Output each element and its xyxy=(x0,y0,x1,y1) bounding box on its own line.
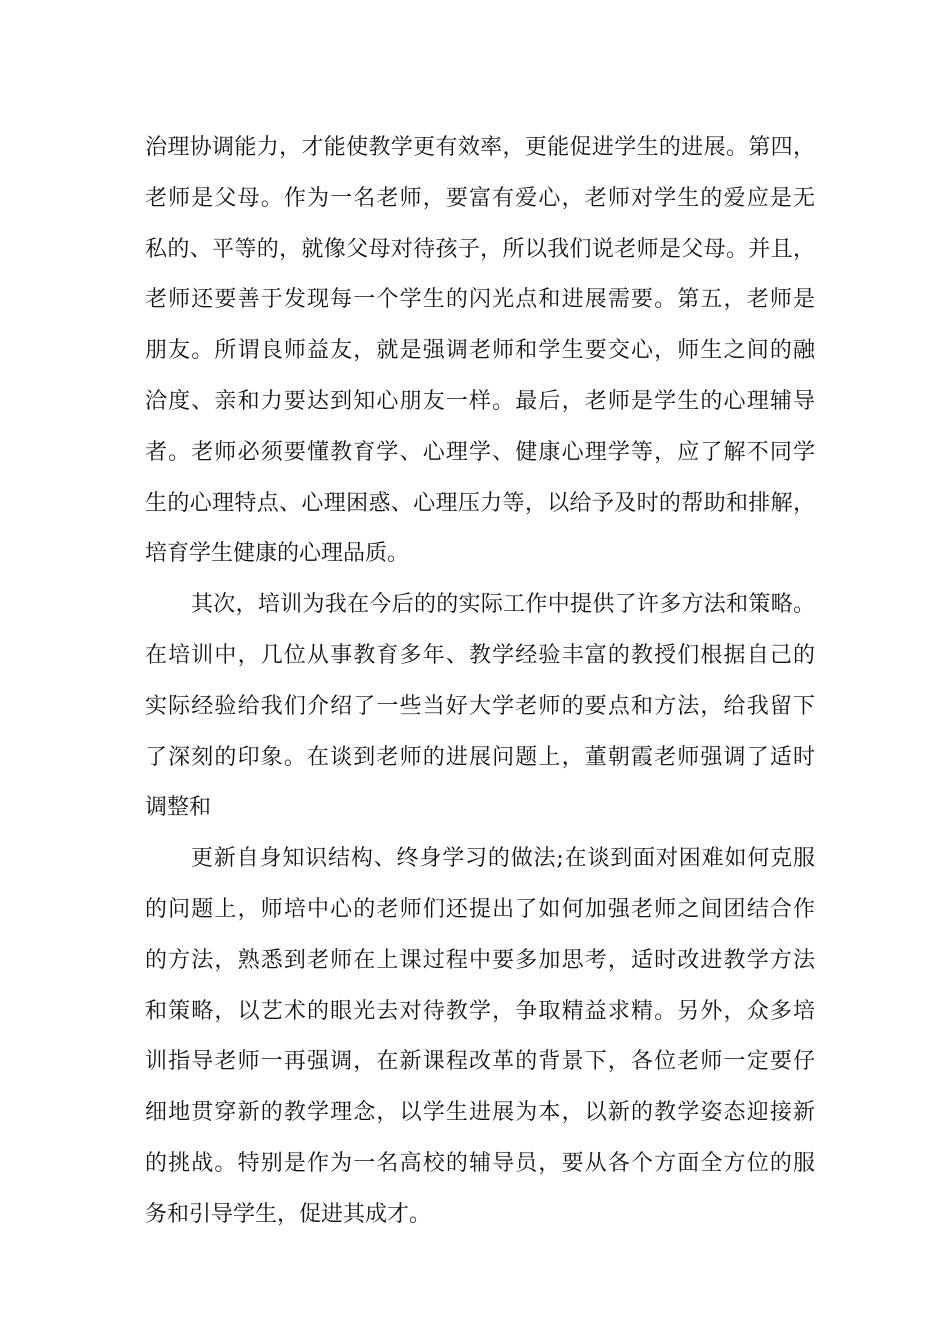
text-line: 朋友。所谓良师益友，就是强调老师和学生要交心，师生之间的融 xyxy=(145,338,815,364)
text-line: 生的心理特点、心理困惑、心理压力等，以给予及时的帮助和排解， xyxy=(145,490,815,516)
text-line: 培育学生健康的心理品质。 xyxy=(145,541,410,567)
paragraph xyxy=(145,834,815,1240)
text-line: 的问题上，师培中心的老师们还提出了如何加强老师之间团结合作 xyxy=(145,896,815,922)
text-line: 的方法，熟悉到老师在上课过程中要多加思考，适时改进教学方法 xyxy=(145,947,815,973)
text-line: 者。老师必须要懂教育学、心理学、健康心理学等，应了解不同学 xyxy=(145,439,815,465)
text-line: 务和引导学生，促进其成才。 xyxy=(145,1201,432,1227)
paragraph xyxy=(145,580,815,834)
text-line: 治理协调能力，才能使教学更有效率，更能促进学生的进展。第四， xyxy=(145,135,815,160)
text-line: 训指导老师一再强调，在新课程改革的背景下，各位老师一定要仔 xyxy=(145,1049,815,1075)
text-line: 在培训中，几位从事教育多年、教学经验丰富的教授们根据自己的 xyxy=(145,642,815,668)
text-line: 细地贯穿新的教学理念，以学生进展为本，以新的教学姿态迎接新 xyxy=(145,1100,815,1126)
text-line: 私的、平等的，就像父母对待孩子，所以我们说老师是父母。并且， xyxy=(145,236,815,262)
body-text xyxy=(145,123,815,1241)
text-line: 老师还要善于发现每一个学生的闪光点和进展需要。第五，老师是 xyxy=(145,287,815,313)
text-line: 洽度、亲和力要达到知心朋友一样。最后，老师是学生的心理辅导 xyxy=(145,388,815,414)
paragraph xyxy=(145,123,815,580)
text-line: 和策略，以艺术的眼光去对待教学，争取精益求精。另外，众多培 xyxy=(145,998,815,1024)
text-line: 调整和 xyxy=(145,795,212,821)
text-line: 了深刻的印象。在谈到老师的进展问题上，董朝霞老师强调了适时 xyxy=(145,744,815,770)
text-line: 其次，培训为我在今后的的实际工作中提供了许多方法和策略。 xyxy=(191,592,815,618)
text-line: 更新自身知识结构、终身学习的做法;在谈到面对困难如何克服 xyxy=(191,846,815,872)
text-line: 的挑战。特别是作为一名高校的辅导员，要从各个方面全方位的服 xyxy=(145,1150,815,1176)
text-line: 老师是父母。作为一名老师，要富有爱心，老师对学生的爱应是无 xyxy=(145,185,815,211)
text-line: 实际经验给我们介绍了一些当好大学老师的要点和方法，给我留下 xyxy=(145,693,815,719)
